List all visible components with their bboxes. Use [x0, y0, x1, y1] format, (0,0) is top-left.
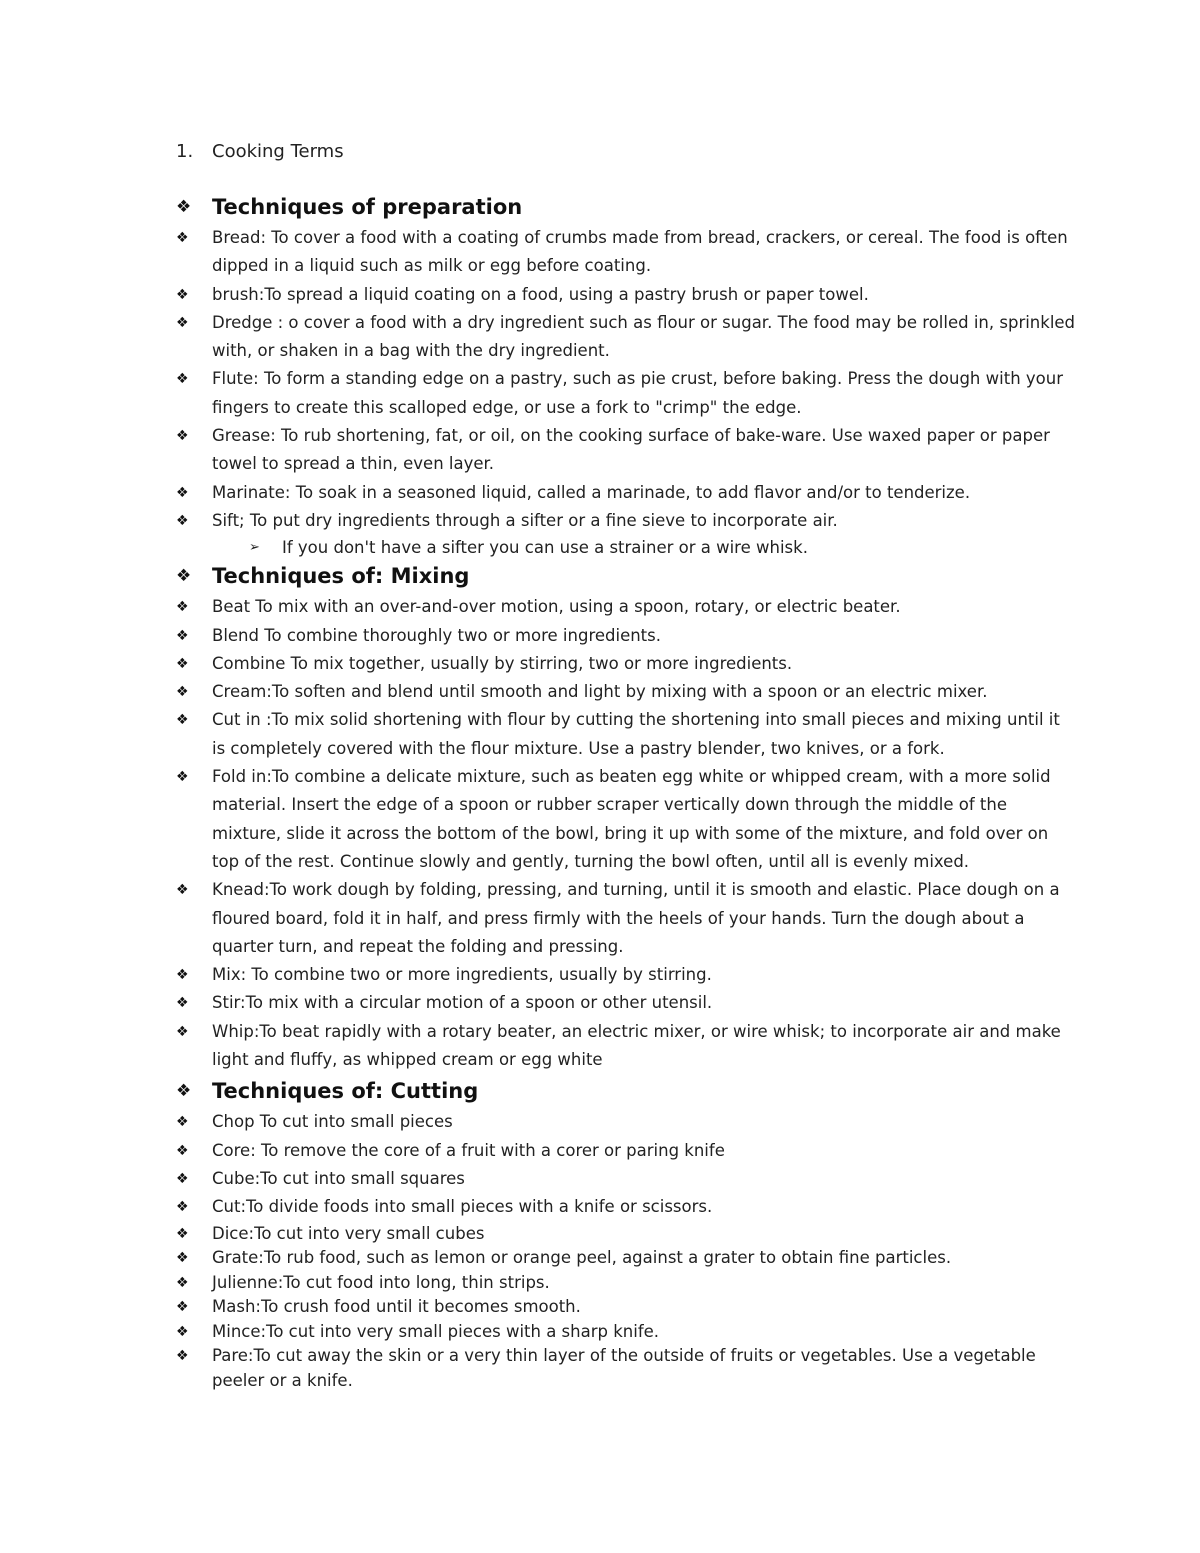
diamond-bullet-icon: ❖ [176, 484, 189, 501]
list-item [176, 1018, 1076, 1075]
list-item [176, 1222, 1076, 1247]
section-heading-preparation [176, 192, 1076, 222]
list-item [176, 1193, 1076, 1221]
diamond-bullet-icon: ❖ [176, 1348, 189, 1365]
diamond-bullet-icon: ❖ [176, 314, 189, 331]
term-text: Beat To mix with an over-and-over motion, using a spoon, rotary, or electric beater. [212, 597, 901, 617]
term-text: Julienne:To cut food into long, thin strips. [212, 1272, 550, 1292]
list-item [176, 1137, 1076, 1165]
sub-list-item [176, 535, 1076, 561]
term-text: Flute: To form a standing edge on a pastry, such as pie crust, before baking. Press the dough with your fingers to create this scalloped edge, or use a fork to "crimp" the edge. [212, 369, 1063, 417]
diamond-bullet-icon: ❖ [176, 1170, 189, 1187]
term-list-cutting [176, 1108, 1076, 1221]
term-text: Marinate: To soak in a seasoned liquid, called a marinade, to add flavor and/or to tenderize. [212, 482, 971, 502]
term-text: Pare:To cut away the skin or a very thin layer of the outside of fruits or vegetables. Use a vegetable peeler or a knife. [212, 1346, 1036, 1391]
term-text: Mash:To crush food until it becomes smooth. [212, 1297, 581, 1317]
diamond-bullet-icon: ❖ [176, 566, 192, 587]
term-text: Bread: To cover a food with a coating of crumbs made from bread, crackers, or cereal. The food is often dipped in a liquid such as milk or egg before coating. [212, 228, 1068, 276]
list-item [176, 1165, 1076, 1193]
diamond-bullet-icon: ❖ [176, 1199, 189, 1216]
list-item [176, 479, 1076, 507]
term-text: brush:To spread a liquid coating on a food, using a pastry brush or paper towel. [212, 284, 869, 304]
term-list-mixing [176, 593, 1076, 1074]
term-text: Stir:To mix with a circular motion of a spoon or other utensil. [212, 993, 713, 1013]
list-item [176, 309, 1076, 366]
list-item [176, 622, 1076, 650]
section-title: Techniques of: Mixing [212, 564, 470, 589]
list-item [176, 989, 1076, 1017]
document-content [176, 192, 1076, 1394]
diamond-bullet-icon: ❖ [176, 599, 189, 616]
term-text: Grease: To rub shortening, fat, or oil, on the cooking surface of bake-ware. Use waxed paper or paper towel to spread a thin, even layer. [212, 426, 1050, 474]
diamond-bullet-icon: ❖ [176, 655, 189, 672]
term-text: Sift; To put dry ingredients through a sifter or a fine sieve to incorporate air. [212, 510, 838, 530]
diamond-bullet-icon: ❖ [176, 1225, 189, 1242]
diamond-bullet-icon: ❖ [176, 197, 192, 217]
diamond-bullet-icon: ❖ [176, 712, 189, 729]
section-heading-mixing [176, 561, 1076, 591]
list-item [176, 224, 1076, 281]
diamond-bullet-icon: ❖ [176, 371, 189, 388]
term-text: Cut in :To mix solid shortening with flour by cutting the shortening into small pieces and mixing until it is completely covered with the flour mixture. Use a pastry blender, two knives, or a fork. [212, 710, 1060, 758]
diamond-bullet-icon: ❖ [176, 1023, 189, 1040]
diamond-bullet-icon: ❖ [176, 230, 189, 246]
list-item [176, 507, 1076, 535]
term-text: Cut:To divide foods into small pieces with a knife or scissors. [212, 1197, 713, 1217]
list-item [176, 422, 1076, 479]
list-item [176, 678, 1076, 706]
diamond-bullet-icon: ❖ [176, 769, 189, 786]
term-text: Knead:To work dough by folding, pressing, and turning, until it is smooth and elastic. Place dough on a floured board, fold it in half, and press firmly with the heels of your hands. Turn the dough about a quarter turn, and repeat the folding and pressing. [212, 880, 1060, 956]
list-item [176, 650, 1076, 678]
list-item [176, 1271, 1076, 1296]
section-title: Techniques of: Cutting [212, 1079, 479, 1104]
section-heading-cutting [176, 1076, 1076, 1106]
diamond-bullet-icon: ❖ [176, 1323, 189, 1340]
diamond-bullet-icon: ❖ [176, 1114, 189, 1131]
arrow-bullet-icon: ➢ [249, 540, 260, 556]
list-item [176, 1344, 1076, 1393]
diamond-bullet-icon: ❖ [176, 512, 189, 529]
diamond-bullet-icon: ❖ [176, 967, 189, 984]
diamond-bullet-icon: ❖ [176, 428, 189, 445]
diamond-bullet-icon: ❖ [176, 1081, 192, 1102]
list-item [176, 961, 1076, 989]
list-item [176, 1246, 1076, 1271]
diamond-bullet-icon: ❖ [176, 1250, 189, 1267]
term-text: Cream:To soften and blend until smooth and light by mixing with a spoon or an electric mixer. [212, 682, 988, 702]
term-list-preparation [176, 224, 1076, 535]
diamond-bullet-icon: ❖ [176, 1142, 189, 1159]
section-title: Techniques of preparation [212, 195, 523, 219]
term-text: Dice:To cut into very small cubes [212, 1223, 485, 1243]
list-item [176, 281, 1076, 309]
list-item [176, 876, 1076, 961]
list-item [176, 1320, 1076, 1345]
term-text: Core: To remove the core of a fruit with a corer or paring knife [212, 1140, 725, 1160]
diamond-bullet-icon: ❖ [176, 882, 189, 899]
heading-number: 1. [176, 141, 194, 162]
term-text: Fold in:To combine a delicate mixture, such as beaten egg white or whipped cream, with a more solid material. Insert the edge of a spoon or rubber scraper vertically down through the middle of the mixture, slide it across the bottom of the bowl, bring it up with some of the mixture, and fold over on top of the rest. Continue slowly and gently, turning the bowl often, until all is evenly mixed. [212, 767, 1051, 871]
term-list-cutting-continued [176, 1222, 1076, 1394]
list-item [176, 593, 1076, 621]
term-text: Blend To combine thoroughly two or more ingredients. [212, 625, 661, 645]
term-text: Combine To mix together, usually by stirring, two or more ingredients. [212, 653, 793, 673]
term-text: Grate:To rub food, such as lemon or orange peel, against a grater to obtain fine particles. [212, 1248, 952, 1268]
term-text: Mince:To cut into very small pieces with a sharp knife. [212, 1321, 660, 1341]
list-item [176, 1108, 1076, 1136]
list-item [176, 365, 1076, 422]
diamond-bullet-icon: ❖ [176, 995, 189, 1012]
diamond-bullet-icon: ❖ [176, 627, 189, 644]
term-text: Mix: To combine two or more ingredients, usually by stirring. [212, 965, 712, 985]
diamond-bullet-icon: ❖ [176, 684, 189, 701]
list-item [176, 1295, 1076, 1320]
diamond-bullet-icon: ❖ [176, 286, 189, 303]
numbered-heading [176, 140, 344, 164]
diamond-bullet-icon: ❖ [176, 1299, 189, 1316]
term-text: Cube:To cut into small squares [212, 1168, 465, 1188]
term-text: Whip:To beat rapidly with a rotary beater, an electric mixer, or wire whisk; to incorporate air and make light and fluffy, as whipped cream or egg white [212, 1021, 1061, 1070]
sub-item-text: If you don't have a sifter you can use a strainer or a wire whisk. [282, 538, 808, 558]
term-text: Chop To cut into small pieces [212, 1112, 453, 1132]
term-text: Dredge : o cover a food with a dry ingredient such as flour or sugar. The food may be rolled in, sprinkled with, or shaken in a bag with the dry ingredient. [212, 312, 1076, 361]
diamond-bullet-icon: ❖ [176, 1274, 189, 1291]
list-item [176, 763, 1076, 876]
heading-title: Cooking Terms [212, 141, 344, 162]
list-item [176, 706, 1076, 763]
